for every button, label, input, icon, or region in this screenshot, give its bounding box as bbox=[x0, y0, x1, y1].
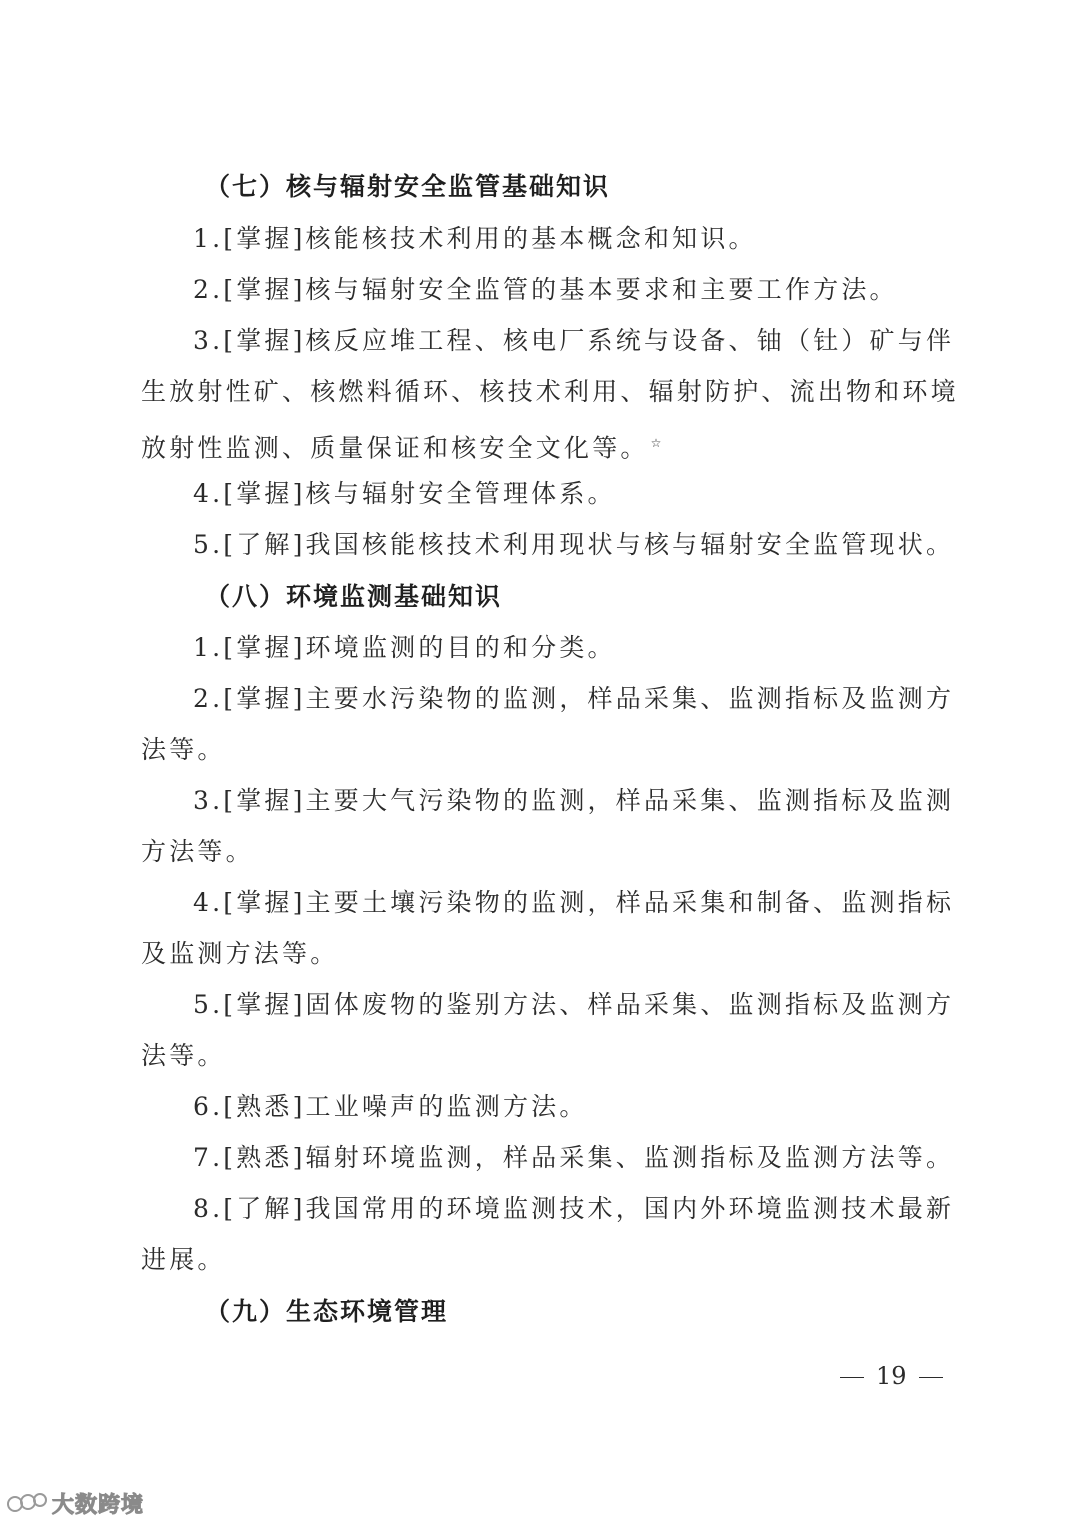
section-heading-9: （九）生态环境管理 bbox=[205, 1297, 449, 1326]
list-item-continuation: 法等。 bbox=[141, 1041, 226, 1070]
list-item-continuation: 法等。 bbox=[141, 735, 226, 764]
dash-right bbox=[919, 1377, 943, 1378]
list-item: 8.[了解]我国常用的环境监测技术，国内外环境监测技术最新 bbox=[193, 1194, 955, 1223]
list-item: 5.[了解]我国核能核技术利用现状与核与辐射安全监管现状。 bbox=[193, 530, 955, 559]
page-number-value: 19 bbox=[876, 1362, 907, 1390]
list-item-continuation bbox=[141, 426, 1080, 465]
list-item: 2.[掌握]核与辐射安全监管的基本要求和主要工作方法。 bbox=[193, 275, 898, 304]
list-item-continuation: 方法等。 bbox=[141, 837, 254, 866]
list-item-continuation: 进展。 bbox=[141, 1245, 226, 1274]
list-item: 6.[熟悉]工业噪声的监测方法。 bbox=[193, 1092, 588, 1121]
watermark bbox=[6, 1488, 144, 1518]
list-item: 1.[掌握]环境监测的目的和分类。 bbox=[193, 633, 616, 662]
list-item: 1.[掌握]核能核技术利用的基本概念和知识。 bbox=[193, 224, 757, 253]
list-item: 4.[掌握]主要土壤污染物的监测，样品采集和制备、监测指标 bbox=[193, 888, 955, 917]
section-heading-8: （八）环境监测基础知识 bbox=[205, 582, 503, 611]
list-item: 2.[掌握]主要水污染物的监测，样品采集、监测指标及监测方 bbox=[193, 684, 955, 713]
dash-left bbox=[840, 1377, 864, 1378]
list-item-continuation: 生放射性矿、核燃料循环、核技术利用、辐射防护、流出物和环境 bbox=[141, 377, 959, 406]
star-icon: ☆ bbox=[650, 436, 662, 450]
list-item-continuation: 及监测方法等。 bbox=[141, 939, 339, 968]
watermark-text: 大数跨境 bbox=[52, 1492, 145, 1518]
section-heading-7: （七）核与辐射安全监管基础知识 bbox=[205, 172, 611, 201]
list-item: 3.[掌握]主要大气污染物的监测，样品采集、监测指标及监测 bbox=[193, 786, 955, 815]
list-item: 3.[掌握]核反应堆工程、核电厂系统与设备、铀（钍）矿与伴 bbox=[193, 326, 955, 355]
list-item-text: 放射性监测、质量保证和核安全文化等。 bbox=[141, 433, 649, 463]
list-item: 7.[熟悉]辐射环境监测，样品采集、监测指标及监测方法等。 bbox=[193, 1143, 955, 1172]
list-item: 5.[掌握]固体废物的鉴别方法、样品采集、监测指标及监测方 bbox=[193, 990, 955, 1019]
watermark-logo-icon bbox=[6, 1490, 48, 1516]
list-item: 4.[掌握]核与辐射安全管理体系。 bbox=[193, 479, 616, 508]
page-number bbox=[828, 1362, 955, 1390]
